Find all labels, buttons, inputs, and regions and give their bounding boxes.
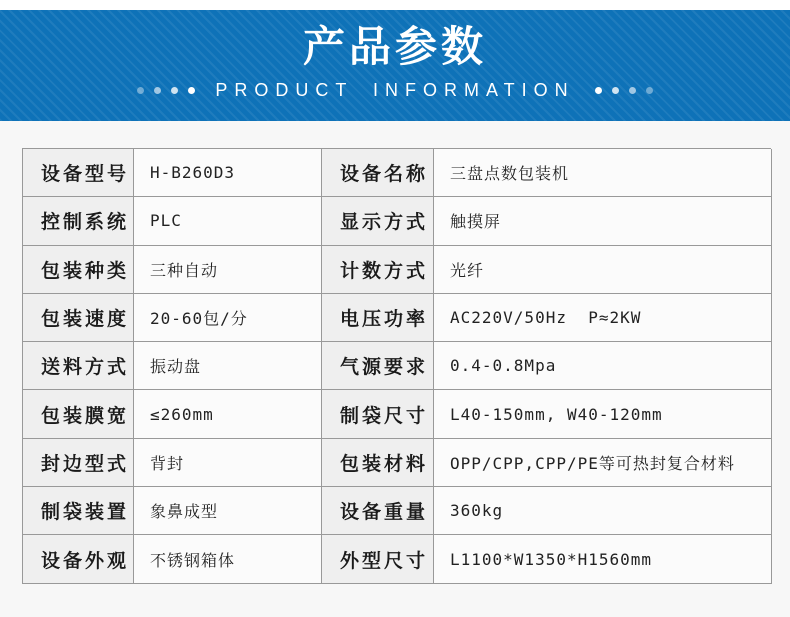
spec-label-film-width: 包装膜宽 <box>23 390 134 438</box>
spec-value-name: 三盘点数包装机 <box>434 149 772 197</box>
spec-value-control-system: PLC <box>134 197 322 245</box>
table-row <box>23 439 771 487</box>
dot-icon <box>137 87 144 94</box>
dot-icon <box>154 87 161 94</box>
spec-value-bag-making-device: 象鼻成型 <box>134 487 322 535</box>
dot-icon <box>171 87 178 94</box>
spec-value-packing-type: 三种自动 <box>134 246 322 294</box>
spec-label-voltage-power: 电压功率 <box>322 294 434 342</box>
spec-value-counting-method: 光纤 <box>434 246 772 294</box>
table-row <box>23 390 771 438</box>
spec-label-counting-method: 计数方式 <box>322 246 434 294</box>
top-white-strip <box>0 0 790 10</box>
spec-label-packing-speed: 包装速度 <box>23 294 134 342</box>
spec-value-air-supply: 0.4-0.8Mpa <box>434 342 772 390</box>
spec-value-display: 触摸屏 <box>434 197 772 245</box>
spec-value-voltage-power: AC220V/50Hz P≈2KW <box>434 294 772 342</box>
product-parameters-banner <box>0 10 790 121</box>
spec-value-bag-size: L40-150mm, W40-120mm <box>434 390 772 438</box>
spec-value-packing-speed: 20-60包/分 <box>134 294 322 342</box>
table-row <box>23 197 771 245</box>
spec-value-packing-material: OPP/CPP,CPP/PE等可热封复合材料 <box>434 439 772 487</box>
table-row <box>23 535 771 583</box>
spec-label-packing-material: 包装材料 <box>322 439 434 487</box>
spec-value-sealing-type: 背封 <box>134 439 322 487</box>
spec-label-model: 设备型号 <box>23 149 134 197</box>
spec-label-packing-type: 包装种类 <box>23 246 134 294</box>
spec-label-sealing-type: 封边型式 <box>23 439 134 487</box>
dot-icon <box>646 87 653 94</box>
spec-label-weight: 设备重量 <box>322 487 434 535</box>
table-row <box>23 294 771 342</box>
table-row <box>23 487 771 535</box>
spec-label-appearance: 设备外观 <box>23 535 134 583</box>
spec-value-dimensions: L1100*W1350*H1560mm <box>434 535 772 583</box>
spec-label-dimensions: 外型尺寸 <box>322 535 434 583</box>
spec-label-control-system: 控制系统 <box>23 197 134 245</box>
spec-value-appearance: 不锈钢箱体 <box>134 535 322 583</box>
dot-icon <box>612 87 619 94</box>
left-dots-decoration <box>137 87 195 94</box>
table-row <box>23 246 771 294</box>
spec-value-weight: 360kg <box>434 487 772 535</box>
table-row <box>23 149 771 197</box>
spec-label-feeding-method: 送料方式 <box>23 342 134 390</box>
spec-label-bag-making-device: 制袋装置 <box>23 487 134 535</box>
spec-value-feeding-method: 振动盘 <box>134 342 322 390</box>
spec-label-air-supply: 气源要求 <box>322 342 434 390</box>
banner-subtitle-row <box>0 80 790 101</box>
spec-value-model: H-B260D3 <box>134 149 322 197</box>
right-dots-decoration <box>595 87 653 94</box>
spec-table <box>22 148 771 584</box>
page-subtitle: PRODUCT INFORMATION <box>215 80 575 100</box>
dot-icon <box>595 87 602 94</box>
spec-label-bag-size: 制袋尺寸 <box>322 390 434 438</box>
page-title: 产品参数 <box>302 23 487 70</box>
spec-label-display: 显示方式 <box>322 197 434 245</box>
spec-value-film-width: ≤260mm <box>134 390 322 438</box>
spec-label-name: 设备名称 <box>322 149 434 197</box>
table-row <box>23 342 771 390</box>
dot-icon <box>188 87 195 94</box>
dot-icon <box>629 87 636 94</box>
